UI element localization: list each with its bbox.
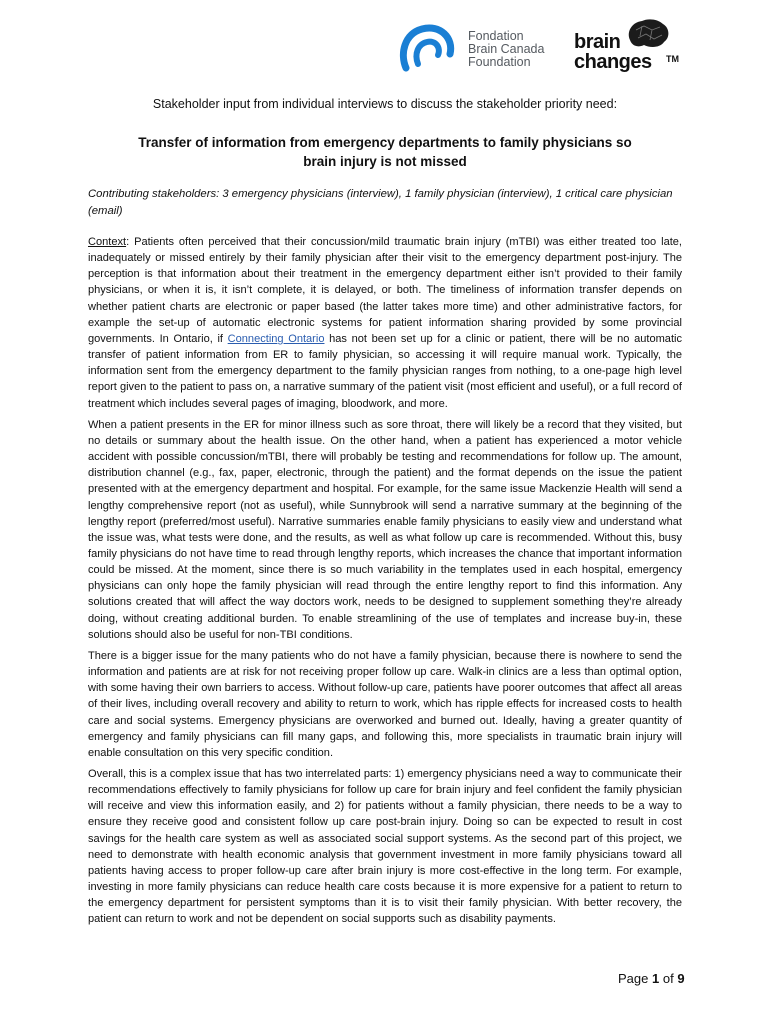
bc-line-1: brain bbox=[574, 31, 621, 53]
intro-line: Stakeholder input from individual interviews to discuss the stakeholder priority need: bbox=[152, 97, 618, 111]
brain-changes-logo bbox=[574, 18, 684, 78]
of-label: of bbox=[662, 971, 674, 986]
contributing-stakeholders: Contributing stakeholders: 3 emergency physicians (interview), 1 family physician (interview), 1 critical care physician (email) bbox=[88, 188, 673, 217]
current-page: 1 bbox=[652, 971, 660, 986]
page-number bbox=[618, 971, 685, 986]
bcf-line-2: Brain Canada bbox=[468, 42, 545, 56]
context-paragraph bbox=[88, 234, 682, 412]
bc-line-2: changes bbox=[574, 51, 652, 73]
trademark-symbol: TM bbox=[666, 54, 679, 64]
body-paragraph: There is a bigger issue for the many patients who do not have a family physician, because there is nowhere to send the information and patients are at risk for not receiving proper follow up care. Walk-in clinics are a less than optimal option, with some having their own barriers to access. Without follow-up care, patients have poorer outcomes that affect all areas of their lives, including overall recovery and ability to return to work, which has ripple effects for increased costs to health care and social systems. Emergency physicians are overworked and burned out. Ideally, having a greater quantity of emergency and family physicians can fill many gaps, and following this, more specialists in traumatic brain injury will enable consultation on this very specific condition. bbox=[88, 649, 682, 759]
total-pages: 9 bbox=[677, 971, 685, 986]
brain-canada-wordmark bbox=[468, 30, 544, 69]
body-paragraph: When a patient presents in the ER for minor illness such as sore throat, there will likely be a record that they visited, but no details or summary about the health issue. On the other hand, when a patient has experienced a motor vehicle accident with possible concussion/mTBI, there will probably be testing and recommendations for follow up. The amount, distribution channel (e.g., fax, paper, electronic, through the patient) and the format depends on the issue the patient presented with at the emergency department and hospital. For example, for the same issue Mackenzie Health will send a lengthy comprehensive report (not as useful), while Sunnybrook will send a narrative summary at the beginning of the lengthy report (preferred/most useful). Narrative summaries enable family physicians to easily view and understand what the issue was, what tests were done, and the results, as well as what follow up care is recommended. Without this, busy family physicians do not have time to read through lengthy reports, which increases the chance that important information could be missed. At the moment, since there is so much variability in the templates used in each hospital, emergency physicians can only hope the family physician will read through the entire lengthy report to find this information. Any solutions created that will affect the way doctors work, needs to be designed to supplement something they’re already doing, without creating additional burden. To enable streamlining of the use of templates and increase buy-in, these solutions should also be useful for non-TBI conditions. bbox=[88, 418, 682, 641]
brain-canada-swirl-icon bbox=[398, 24, 460, 74]
document-title bbox=[110, 133, 660, 171]
document-body bbox=[88, 234, 682, 933]
bcf-line-1: Fondation bbox=[468, 29, 524, 43]
context-label: Context bbox=[88, 236, 127, 248]
bcf-line-3: Foundation bbox=[468, 55, 531, 69]
context-text-1: : Patients often perceived that their concussion/mild traumatic brain injury (mTBI) was either treated too late, inadequately or missed entirely by their family physician after their visit to the emergency department post-injury. The perception is that information about their treatment in the emergency department either isn’t provided to their family physicians, or when it is, it isn’t complete, it is delayed, or both. The timeliness of information transfer depends on whether patient charts are electronic or paper based (the latter takes more time) and other administrative factors, for example the set-up of automatic electronic systems for patient information sharing provided by some provincial governments. In Ontario, if bbox=[88, 236, 682, 345]
brain-changes-wordmark bbox=[574, 32, 652, 72]
title-line-2: brain injury is not missed bbox=[303, 154, 467, 169]
title-line-1: Transfer of information from emergency departments to family physicians so bbox=[138, 135, 632, 150]
brain-canada-logo bbox=[398, 22, 548, 74]
body-paragraph: Overall, this is a complex issue that has two interrelated parts: 1) emergency physicians need a way to communicate their recommendations effectively to family physicians for follow up care for brain injury and feel confident the family physician will receive and view this information easily, and 2) for patients without a family physician, there needs to be a way to ensure they receive good and consistent follow up care post-brain injury. Doing so can be expected to result in cost savings for the health care system as well as associated social support systems. As the second part of this project, we need to demonstrate with health economic analysis that government investment in more family physicians toward all patients having access to proper follow-up care after brain injury is more cost-effective in the long term. For example, investing in more family physicians can reduce health care costs because it is more expensive for a patient to return to the emergency department for persistent symptoms than it is to visit their family physician. With better recovery, the patient can return to work and not be dependent on social supports such as disability payments. bbox=[88, 768, 682, 926]
page-label: Page bbox=[618, 971, 649, 986]
context-text-2: has not been set up for a clinic or patient, there will be no automatic transfer of patient information from ER to family physician, so accessing it will require manual work. Typically, the information sent from the emergency department to the family physician ranges from nothing, to a one-page high level report given to the patient to pass on, a narrative summary of the patient visit (most efficient and useful), or a full record of treatment which includes several pages of imaging, bloodwork, and more. bbox=[88, 332, 682, 410]
connecting-ontario-link[interactable]: Connecting Ontario bbox=[227, 332, 325, 345]
